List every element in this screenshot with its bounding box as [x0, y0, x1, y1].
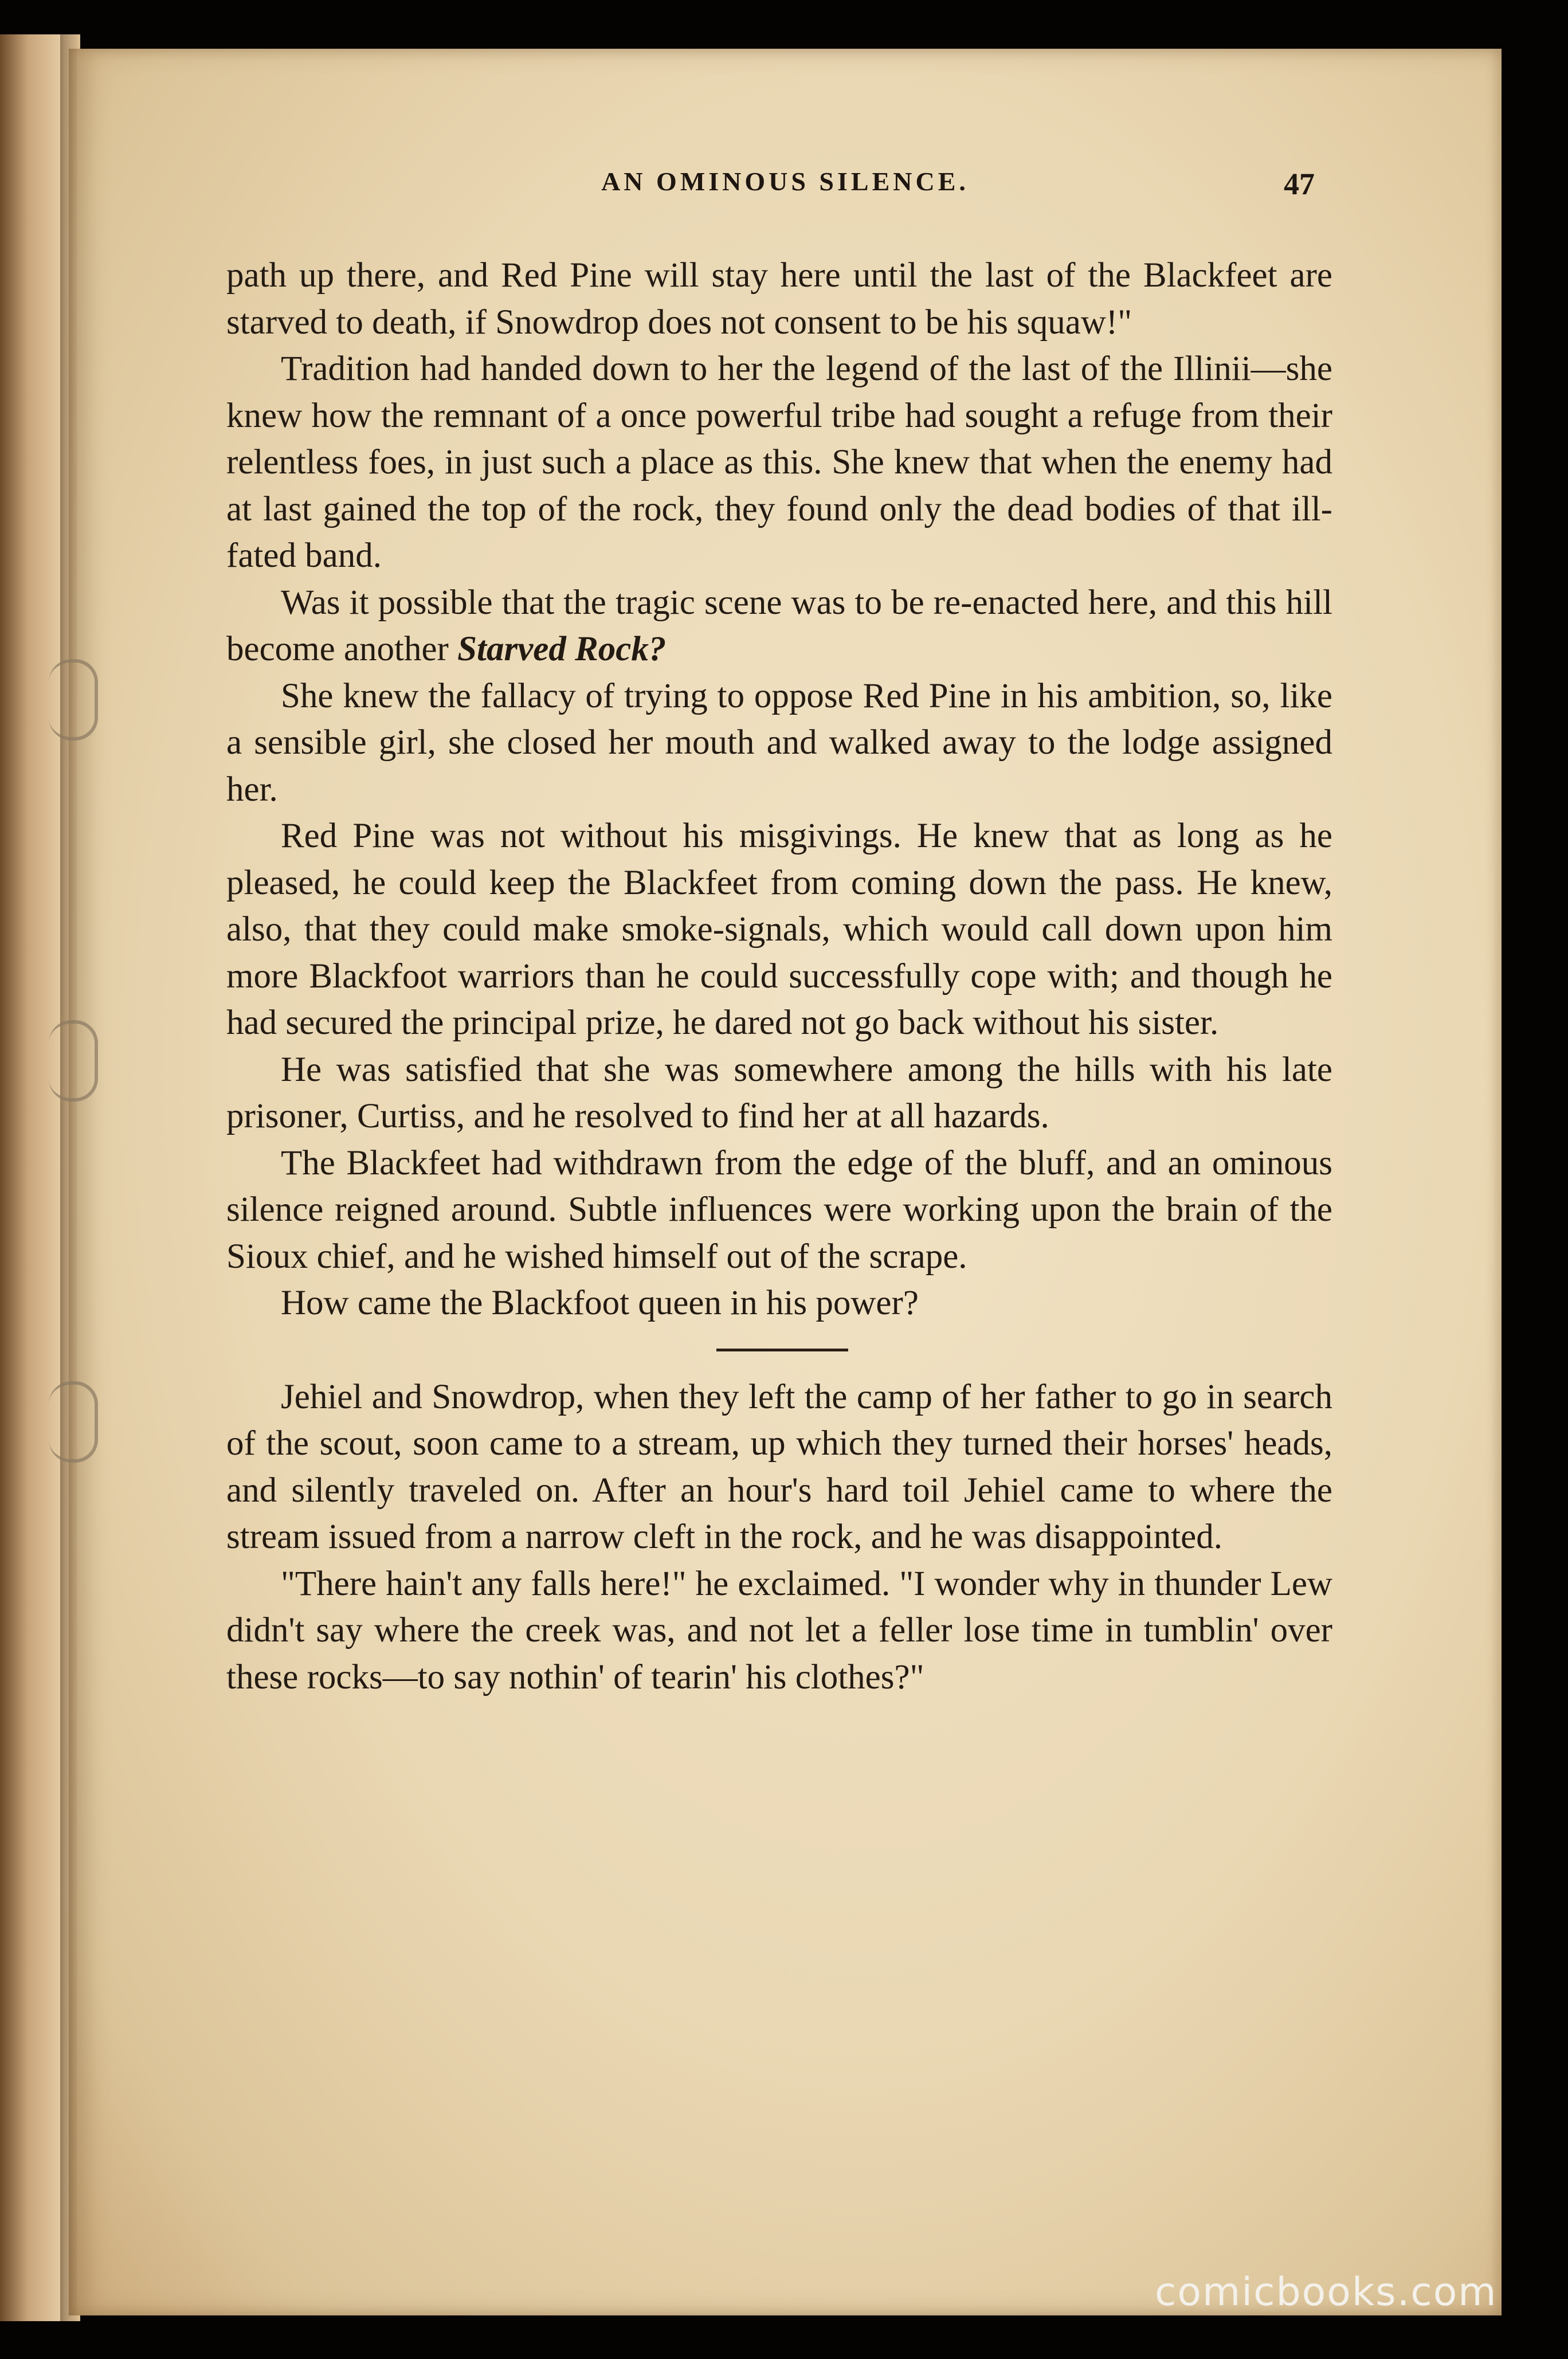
page-gutter	[60, 34, 77, 2321]
paragraph: path up there, and Red Pine will stay here until the last of the Blackfeet are starved to death, if Snowdrop does not consent to be his squaw!"	[226, 256, 1332, 342]
section-divider	[226, 1327, 1332, 1374]
paragraph	[226, 579, 1332, 673]
paragraph: The Blackfeet had withdrawn from the edge of the bluff, and an ominous silence reigned around. Subtle influences were working upon the brain of the Sioux chief, and he wished himself out of the scrape.	[226, 1143, 1332, 1276]
binding-stitch	[49, 659, 98, 740]
paragraph: He was satisfied that she was somewhere among the hills with his late prisoner, Curtiss, and he resolved to find her at all hazards.	[226, 1050, 1332, 1135]
body-text	[226, 252, 1332, 1700]
paragraph: Tradition had handed down to her the legend of the last of the Illinii—she knew how the remnant of a once powerful tribe had sought a refuge from their relentless foes, in just such a place as this. She knew that when the enemy had at last gained the top of the rock, they found only the dead bodies of that ill-fated band.	[226, 350, 1332, 575]
binding-stitch	[49, 1020, 98, 1102]
paragraph: Jehiel and Snowdrop, when they left the camp of her father to go in search of the scout, soon came to a stream, up which they turned their horses' heads, and silently traveled on. After an hour's hard toil Jehiel came to where the stream issued from a narrow cleft in the rock, and he was disappointed.	[226, 1377, 1332, 1556]
paragraph: Red Pine was not without his misgivings. He knew that as long as he pleased, he could keep the Blackfeet from coming down the pass. He knew, also, that they could make smoke-signals, which would call down upon him more Blackfoot warriors than he could successfully cope with; and though he had secured the principal prize, he dared not go back without his sister.	[226, 817, 1332, 1042]
page-number: 47	[1284, 167, 1315, 201]
paragraph-text: Was it possible that the tragic scene was to be re-enacted here, and this hill become another	[226, 583, 1332, 668]
paragraph: How came the Blackfoot queen in his power?	[281, 1284, 919, 1322]
italic-phrase: Starved Rock?	[457, 630, 667, 668]
watermark-logo: comicbooks.com	[1155, 2270, 1498, 2315]
chapter-title: AN OMINOUS SILENCE.	[601, 167, 969, 196]
binding-stitch	[49, 1381, 98, 1463]
paragraph: She knew the fallacy of trying to oppose Red Pine in his ambition, so, like a sensible girl, she closed her mouth and walked away to the lodge assigned her.	[226, 676, 1332, 809]
running-header	[69, 166, 1502, 212]
divider-rule	[716, 1349, 848, 1351]
paragraph: "There hain't any falls here!" he exclaimed. "I wonder why in thunder Lew didn't say where the creek was, and not let a feller lose time in tumblin' over these rocks—to say nothin' of tearin' his clothes?"	[226, 1564, 1332, 1696]
